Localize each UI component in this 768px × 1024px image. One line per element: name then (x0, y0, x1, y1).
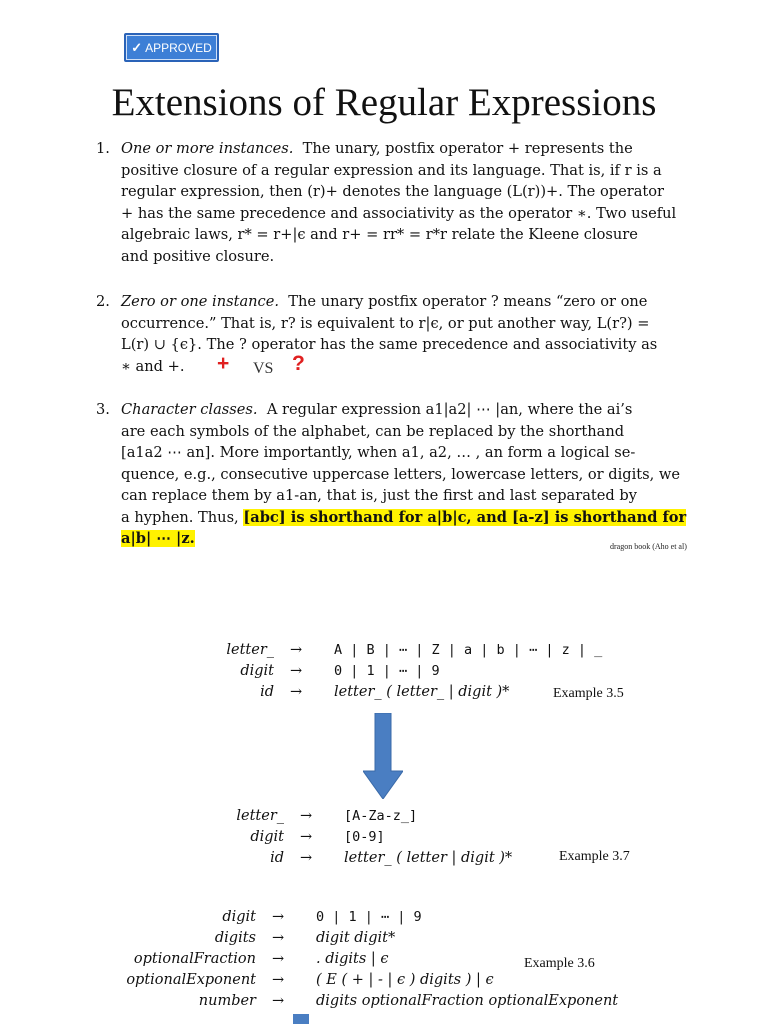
grammar-rhs: letter_ ( letter | digit )* (344, 850, 513, 866)
item-line: [a1a2 ⋯ an]. More importantly, when a1, a2, … , an form a logical se- (121, 444, 636, 461)
approved-badge (124, 33, 219, 62)
grammar-lhs: id (260, 684, 274, 700)
grammar-rhs: [A-Za-z_] (344, 808, 418, 824)
list-item-one-or-more (96, 138, 681, 267)
annotation-plus: + (217, 352, 230, 375)
item-line (96, 528, 681, 550)
arrow-icon: → (272, 951, 285, 967)
grammar-lhs: digit (240, 663, 274, 679)
arrow-icon: → (290, 684, 303, 700)
item-number: 3. (96, 401, 110, 418)
grammar-rhs: letter_ ( letter_ | digit )* (334, 684, 510, 700)
item-line: and positive closure. (121, 247, 275, 265)
grammar-rhs: ( E ( + | - | ϵ ) digits ) | ϵ (316, 972, 494, 988)
item-line (96, 399, 681, 421)
item-line: can replace them by a1-an, that is, just the first and last separated by (121, 487, 637, 504)
grammar-rhs: digits optionalFraction optionalExponent (316, 993, 619, 1009)
arrow-icon: → (272, 930, 285, 946)
item-text: A regular expression a1|a2| ⋯ |an, where the ai’s (266, 401, 633, 418)
source-credit: dragon book (Aho et al) (610, 542, 687, 551)
arrow-icon: → (300, 829, 313, 845)
item-heading: Character classes. (121, 401, 258, 418)
grammar-lhs: digit (250, 829, 284, 845)
grammar-lhs: digit (222, 909, 256, 925)
item-text: The unary postfix operator ? means “zero or one (288, 293, 648, 310)
item-line: ∗ and +. (121, 357, 185, 375)
grammar-rhs: 0 | 1 | ⋯ | 9 (334, 663, 440, 679)
grammar-lhs: optionalFraction (133, 951, 256, 967)
item-line: occurrence.” That is, r? is equivalent to r|ϵ, or put another way, L(r?) = (121, 314, 650, 332)
arrow-icon: → (290, 663, 303, 679)
example-label-3-7: Example 3.7 (559, 849, 630, 864)
arrow-down-icon (363, 713, 403, 799)
item-line: positive closure of a regular expression and its language. That is, if r is a (121, 161, 662, 179)
item-line: are each symbols of the alphabet, can be replaced by the shorthand (121, 422, 625, 440)
check-icon: ✓ (131, 39, 143, 55)
grammar-rhs: . digits | ϵ (316, 951, 389, 967)
item-line (96, 138, 681, 160)
item-line: + has the same precedence and associativity as the operator ∗. Two useful (121, 204, 677, 222)
arrow-icon: → (300, 808, 313, 824)
grammar-lhs: optionalExponent (126, 972, 256, 988)
example-label-3-5: Example 3.5 (553, 686, 624, 701)
arrow-icon: → (290, 642, 303, 658)
highlight-shorthand-end: a|b| ⋯ |z. (121, 530, 195, 547)
item-line (96, 291, 681, 313)
list-item-character-classes (96, 399, 687, 550)
list-item-zero-or-one (96, 291, 681, 377)
grammar-rhs: A | B | ⋯ | Z | a | b | ⋯ | z | _ (334, 642, 603, 658)
item-line (96, 507, 687, 529)
item-text: The unary, postfix operator + represents the (302, 140, 633, 157)
grammar-lhs: number (198, 993, 256, 1009)
grammar-rhs: digit digit* (316, 930, 396, 946)
arrow-icon: → (272, 993, 285, 1009)
arrow-icon: → (300, 850, 313, 866)
grammar-rhs: [0-9] (344, 829, 385, 845)
arrow-icon: → (272, 972, 285, 988)
item-line: regular expression, then (r)+ denotes the language (L(r))+. The operator (121, 183, 665, 200)
item-number: 2. (96, 293, 110, 310)
grammar-lhs: letter_ (236, 808, 284, 824)
grammar-lhs: digits (214, 930, 256, 946)
grammar-lhs: id (270, 850, 284, 866)
example-label-3-6: Example 3.6 (524, 956, 595, 971)
arrow-icon: → (272, 909, 285, 925)
item-line: L(r) ∪ {ϵ}. The ? operator has the same precedence and associativity as (121, 336, 658, 353)
grammar-lhs: letter_ (226, 642, 274, 658)
item-heading: Zero or one instance. (121, 293, 280, 310)
item-line: quence, e.g., consecutive uppercase letters, lowercase letters, or digits, we (121, 465, 681, 483)
arrow-down-stub-icon (293, 1014, 309, 1024)
item-heading: One or more instances. (121, 140, 294, 157)
highlight-shorthand: [abc] is shorthand for a|b|c, and [a-z] is shorthand for (243, 508, 687, 526)
item-text: a hyphen. Thus, (121, 508, 239, 526)
approved-label: APPROVED (145, 40, 212, 55)
item-number: 1. (96, 140, 110, 157)
item-line: algebraic laws, r* = r+|ϵ and r+ = rr* = r*r relate the Kleene closure (121, 226, 638, 243)
grammar-rhs: 0 | 1 | ⋯ | 9 (316, 909, 422, 925)
annotation-question: ? (292, 352, 305, 375)
page-title: Extensions of Regular Expressions (111, 81, 657, 124)
annotation-vs: VS (253, 360, 274, 377)
